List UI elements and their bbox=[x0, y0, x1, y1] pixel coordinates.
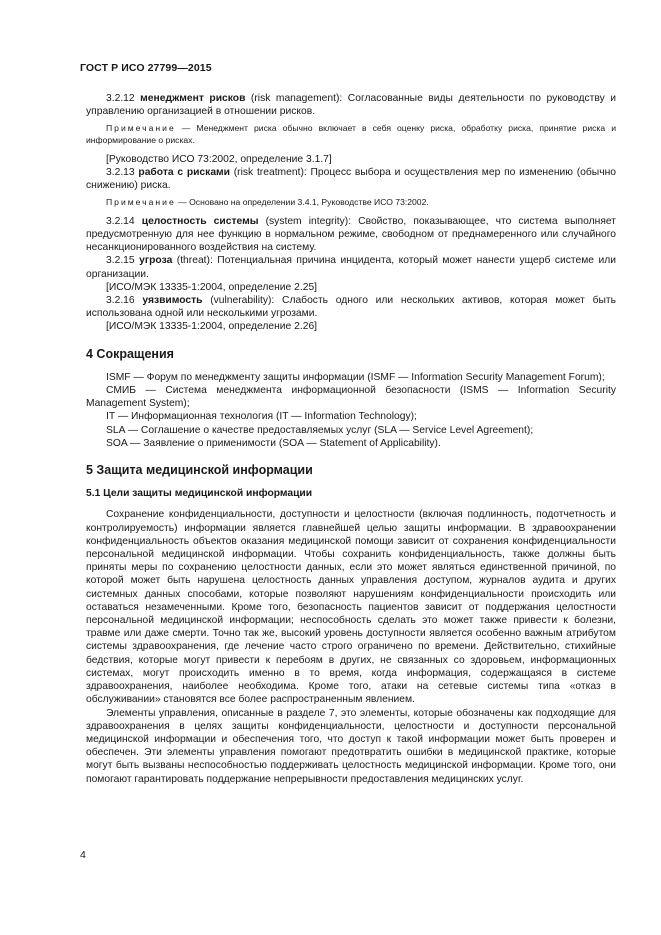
abbreviation-item: ISMF — Форум по менеджменту защиты информации (ISMF — Information Security Management Forum); bbox=[106, 371, 605, 383]
abbreviation-item: IT — Информационная технология (IT — Information Technology); bbox=[106, 411, 417, 423]
note-risk-management: Примечание — Менеджмент риска обычно включает в себя оценку риска, обработку риска, принятие риска и информирование о рисках. bbox=[86, 123, 616, 145]
term-3-2-16: 3.2.16 уязвимость (vulnerability): Слабость одного или нескольких активов, которая может быть использована одной или несколькими угрозами. bbox=[86, 295, 616, 320]
abbreviation-item: SLA — Соглашение о качестве предоставляемых услуг (SLA — Service Level Agreement); bbox=[106, 424, 534, 436]
reference: [ИСО/МЭК 13335-1:2004, определение 2.26] bbox=[106, 321, 318, 333]
body-paragraph: Сохранение конфиденциальности, доступности и целостности (включая подлинность, подотчетность и контролируемость) информации является главнейшей целью защиты информации. В здравоохранении конфиденциальность объектов оказания медицинской помощи зависит от сохранения конфиденциальности персональной медицинской информации. Чтобы сохранить конфиденциальность, также должны быть приняты меры по сохранению целостности данных, если это может являться единственной причиной, по которой может быть нарушена целостность данных управления доступом, журналов аудита и других системных данных способами, которые позволяют нарушениям конфиденциальности происходить или оставаться незамеченными. Кроме того, безопасность пациентов зависит от поддержания целостности персональной медицинской информации; неспособность сделать это может также привести к болезни, травме или даже смерти. Точно так же, высокий уровень доступности является особенно важным атрибутом системы здравоохранения, где лечение часто строго ограничено по времени. Действительно, стихийные бедствия, которые могут привести к перебоям в других, не связанных со здоровьем, информационных системах, могут происходить именно в то время, когда информация, содержащаяся в системе здравоохранения, наиболее необходима. Кроме того, атаки на сетевые системы типа «отказ в обслуживании» становятся все более распространенным явлением. bbox=[86, 509, 616, 706]
abbreviation-item: SOA — Заявление о применимости (SOA — Statement of Applicability). bbox=[106, 437, 441, 449]
body-paragraph: Элементы управления, описанные в разделе 7, это элементы, которые обозначены как подходящие для здравоохранения в целях защиты конфиденциальности, целостности и доступности персональной медицинской информации и обеспечения того, что доступ к такой информации может быть проверен и обеспечен. Эти элементы управления помогают предотвратить ошибки в медицинской практике, которые могут быть вызваны неспособностью поддерживать целостность медицинской информации. Кроме того, они помогают гарантировать поддержание непрерывности предоставления медицинских услуг. bbox=[86, 707, 616, 785]
page-content bbox=[86, 92, 616, 786]
term-3-2-12: 3.2.12 менеджмент рисков (risk management): Согласованные виды деятельности по руководству и управлению организацией в отношении рисков. bbox=[86, 93, 616, 118]
reference: [Руководство ИСО 73:2002, определение 3.1.7] bbox=[106, 153, 332, 165]
document-header: ГОСТ Р ИСО 27799—2015 bbox=[80, 62, 212, 74]
subsection-5-1-heading: 5.1 Цели защиты медицинской информации bbox=[86, 488, 313, 500]
reference: [ИСО/МЭК 13335-1:2004, определение 2.25] bbox=[106, 281, 318, 293]
term-3-2-13: 3.2.13 работа с рисками (risk treatment): Процесс выбора и осуществления мер по изменению (обычно снижению) риска. bbox=[86, 166, 616, 191]
section-4-heading: 4 Сокращения bbox=[86, 346, 174, 361]
term-3-2-14: 3.2.14 целостность системы (system integrity): Свойство, показывающее, что система выполняет предусмотренную для нее функцию в нормальном режиме, свободном от преднамеренного или случайного несанкционированного воздействия на систему. bbox=[86, 215, 616, 254]
page-number: 4 bbox=[80, 849, 86, 861]
section-5-heading: 5 Защита медицинской информации bbox=[86, 463, 313, 478]
note-risk-treatment: Примечание — Основано на определении 3.4.1, Руководстве ИСО 73:2002. bbox=[106, 197, 429, 208]
abbreviation-item: СМИБ — Система менеджмента информационной безопасности (ISMS — Information Security Management System); bbox=[86, 385, 616, 410]
term-3-2-15: 3.2.15 угроза (threat): Потенциальная причина инцидента, который может нанести ущерб системе или организации. bbox=[86, 255, 616, 280]
